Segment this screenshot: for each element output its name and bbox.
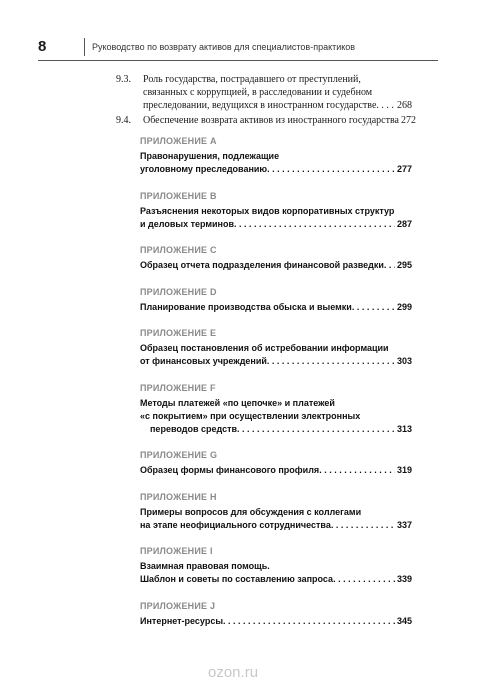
page-ref: 337 [396,519,412,530]
toc-section-entry[interactable] [116,114,416,127]
appendix-title-text: Планирование производства обыска и выемки [140,301,352,312]
appendix-title-text: на этапе неофициального сотрудничества [140,519,331,530]
appendix-title-text: Методы платежей «по цепочке» и платежей [140,397,335,408]
section-number: 9.3. [116,74,131,85]
appendix-title-text: «с покрытием» при осуществлении электронных [140,410,361,421]
page-number: 8 [38,38,47,55]
dot-leader [234,218,395,231]
page-ref: 319 [396,465,412,475]
page-ref: 345 [396,615,412,626]
section-title-line [143,99,412,112]
appendix-title-text: Интернет-ресурсы [140,615,224,626]
dot-leader [223,615,395,628]
appendix-title-text: Образец постановления об истребовании информации [140,343,389,353]
appendix-label: ПРИЛОЖЕНИЕ B [140,190,217,201]
appendix-label: ПРИЛОЖЕНИЕ C [140,245,217,255]
appendix-title-line [140,464,412,477]
appendix-entry[interactable] [140,491,412,532]
appendix-label: ПРИЛОЖЕНИЕ J [140,600,216,611]
dot-leader [376,99,395,112]
section-title-line [143,86,412,99]
section-title [143,73,412,112]
toc-section-entry[interactable] [116,73,412,112]
page-ref: 313 [396,423,412,434]
page-ref: 277 [396,164,412,174]
appendix-entry[interactable] [140,286,412,314]
section-title-text: Роль государства, пострадавшего от преступлений, [143,74,361,85]
section-title-line [143,73,412,86]
appendix-title-line [140,301,412,314]
section-number: 9.4. [116,115,131,126]
dot-leader [237,423,395,436]
appendix-entry[interactable] [140,449,412,477]
appendix-title-text: и деловых терминов [140,218,235,229]
appendix-title-text: Взаимная правовая помощь. [140,561,270,571]
header-rule [38,60,438,61]
toc-sections [116,73,416,129]
watermark: ozon.ru [208,664,259,681]
appendix-title-line [140,150,412,163]
appendix-entry[interactable] [140,190,412,231]
appendix-title-text: Примеры вопросов для обсуждения с коллегами [140,506,362,517]
appendix-label: ПРИЛОЖЕНИЕ I [140,546,213,556]
appendix-entry[interactable] [140,135,412,176]
appendix-label: ПРИЛОЖЕНИЕ H [140,491,217,502]
appendix-title-line [140,163,412,176]
section-title-line [143,114,416,127]
section-title [143,114,416,127]
appendix-title-line [140,259,412,272]
header-divider [84,38,85,56]
appendix-label: ПРИЛОЖЕНИЕ D [140,286,217,297]
appendix-title-line [140,355,412,368]
appendix-title-line [140,397,412,410]
appendix-label: ПРИЛОЖЕНИЕ A [140,136,217,146]
appendix-entry[interactable] [140,600,412,628]
appendix-title-line [140,615,412,628]
dot-leader [331,519,395,532]
section-title-text: связанных с коррупцией, в расследовании и судебном [143,87,373,98]
dot-leader [384,259,395,272]
appendix-title-line [140,218,412,231]
appendix-title-text: переводов средств [150,423,238,434]
page-ref: 295 [396,260,412,270]
page-ref: 268 [397,100,412,111]
appendix-title-text: уголовному преследованию [140,164,268,174]
appendix-title-line [140,423,412,436]
page-ref: 299 [396,301,412,312]
appendix-entry[interactable] [140,244,412,272]
page-ref: 339 [396,574,412,584]
appendix-title-line [140,519,412,532]
appendix-label: ПРИЛОЖЕНИЕ F [140,382,216,393]
appendix-title-line [140,573,412,586]
appendix-title-text: Образец формы финансового профиля [140,465,320,475]
page-ref: 303 [396,356,412,366]
appendix-title-line [140,205,412,218]
appendix-entry[interactable] [140,327,412,368]
appendix-label: ПРИЛОЖЕНИЕ G [140,450,218,460]
dot-leader [352,301,395,314]
appendix-label: ПРИЛОЖЕНИЕ E [140,328,217,338]
dot-leader [267,355,395,368]
appendix-entry[interactable] [140,382,412,436]
section-title-text: Обеспечение возврата активов из иностранного государства [143,115,399,126]
page-ref: 272 [400,115,416,126]
section-title-text: преследовании, ведущихся в иностранном государстве [143,100,377,111]
appendix-title-line [140,560,412,573]
page-ref: 287 [396,218,412,229]
appendix-title-text: Разъяснения некоторых видов корпоративных структур [140,205,395,216]
appendix-title-line [140,410,412,423]
appendix-title-text: от финансовых учреждений [140,356,267,366]
toc-appendices [140,135,412,641]
dot-leader [267,163,395,176]
appendix-title-text: Правонарушения, подлежащие [140,151,280,161]
appendix-title-text: Образец отчета подразделения финансовой разведки [140,260,384,270]
page-header [38,38,438,60]
appendix-entry[interactable] [140,545,412,586]
dot-leader [333,573,395,586]
appendix-title-line [140,506,412,519]
appendix-title-text: Шаблон и советы по составлению запроса [140,574,334,584]
dot-leader [319,464,395,477]
running-title: Руководство по возврату активов для специалистов-практиков [92,42,356,52]
appendix-title-line [140,342,412,355]
